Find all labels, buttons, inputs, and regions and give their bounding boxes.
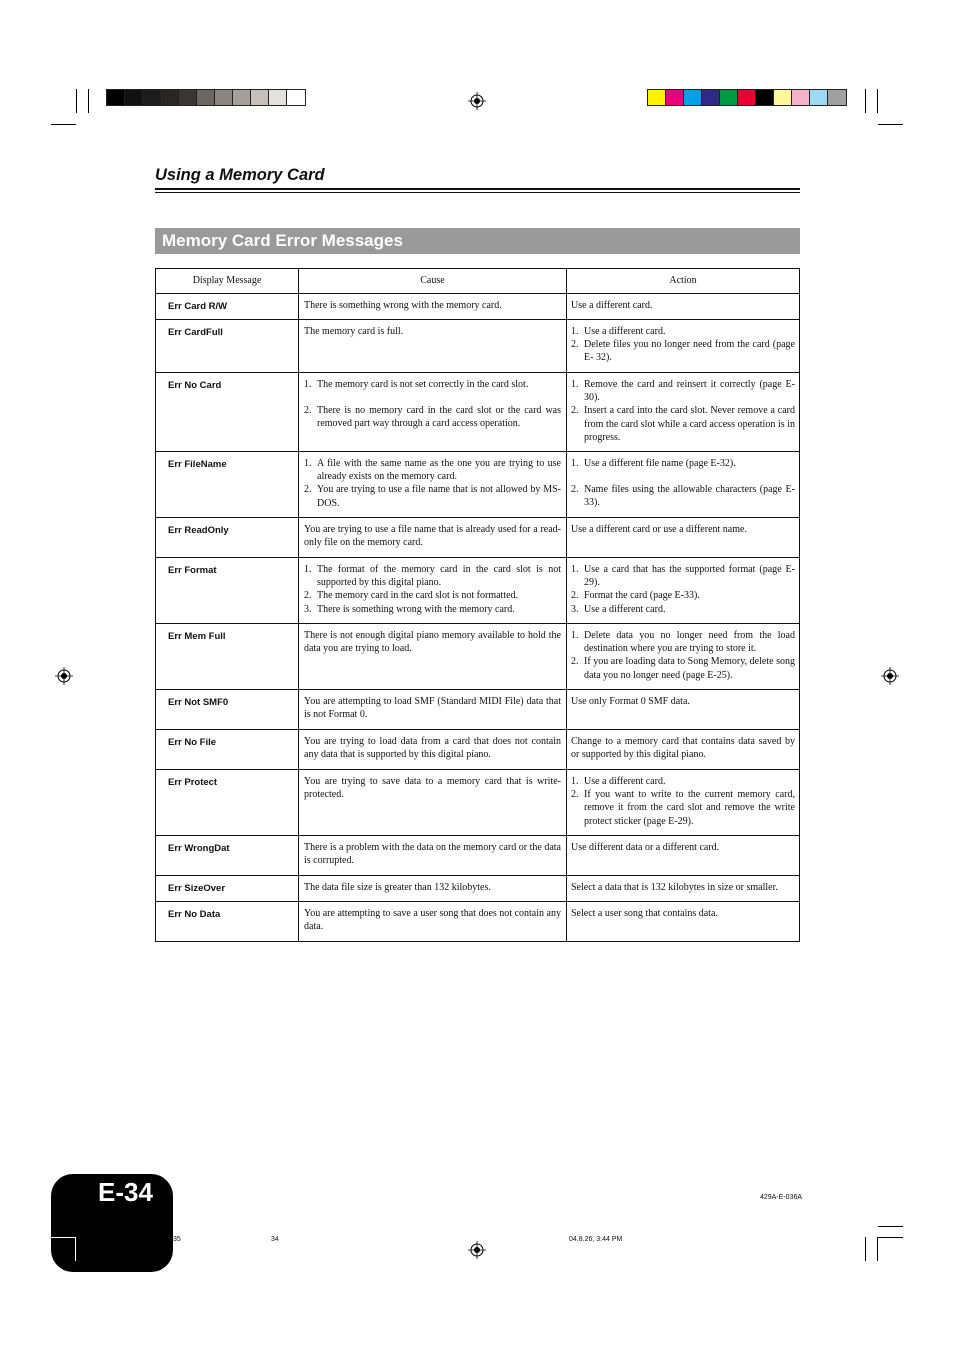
list-number: 1. xyxy=(571,326,579,337)
list-number: 2. xyxy=(304,590,312,602)
color-swatch xyxy=(738,90,756,105)
list-item xyxy=(571,563,795,589)
page-number: E-34 xyxy=(98,1177,153,1207)
list-number: 2. xyxy=(571,339,579,351)
color-swatch xyxy=(179,90,197,105)
cause-text: You are trying to load data from a card that does not contain any data that is supported by this digital piano. xyxy=(299,730,567,770)
cause-list xyxy=(299,558,567,624)
display-message: Err Protect xyxy=(156,770,299,836)
divider xyxy=(155,192,800,193)
list-item xyxy=(571,775,795,788)
display-message: Err Card R/W xyxy=(156,294,299,320)
list-item xyxy=(571,603,795,616)
column-header-cause: Cause xyxy=(299,269,567,294)
table-row xyxy=(156,770,800,836)
list-item-text: Name files using the allowable characters (page E-33). xyxy=(584,484,795,509)
table-row xyxy=(156,624,800,690)
cause-text: There is something wrong with the memory card. xyxy=(299,294,567,320)
color-swatch xyxy=(720,90,738,105)
list-item xyxy=(304,404,561,430)
table-row xyxy=(156,373,800,452)
action-text: Use different data or a different card. xyxy=(567,836,800,876)
list-number: 2. xyxy=(571,405,579,417)
list-item-text: Insert a card into the card slot. Never remove a card from the card slot while a card access operation is in progress. xyxy=(584,405,795,443)
print-slug-page: 34 xyxy=(271,1236,279,1243)
display-message: Err Not SMF0 xyxy=(156,690,299,730)
cause-text: You are trying to use a file name that is already used for a read-only file on the memory card. xyxy=(299,518,567,558)
list-item xyxy=(571,655,795,681)
list-item xyxy=(571,338,795,364)
list-item xyxy=(571,404,795,444)
list-item xyxy=(571,457,795,470)
crop-mark xyxy=(878,1226,903,1227)
color-registration-bar xyxy=(647,89,847,106)
list-item-text: Use a card that has the supported format (page E-29). xyxy=(584,564,795,589)
crop-mark xyxy=(88,89,89,113)
cause-list xyxy=(299,373,567,452)
display-message: Err ReadOnly xyxy=(156,518,299,558)
crop-mark xyxy=(51,1237,76,1238)
list-number: 2. xyxy=(571,656,579,668)
display-message: Err WrongDat xyxy=(156,836,299,876)
column-header-message: Display Message xyxy=(156,269,299,294)
color-swatch xyxy=(756,90,774,105)
color-swatch xyxy=(792,90,810,105)
display-message: Err Format xyxy=(156,558,299,624)
list-item xyxy=(571,325,795,338)
action-text: Select a user song that contains data. xyxy=(567,902,800,942)
list-number: 1. xyxy=(571,776,579,787)
error-messages-table xyxy=(155,268,800,942)
action-list xyxy=(567,320,800,373)
table-row xyxy=(156,558,800,624)
table-row xyxy=(156,294,800,320)
list-item xyxy=(571,788,795,828)
list-item xyxy=(304,603,561,616)
list-item-text: Delete files you no longer need from the card (page E- 32). xyxy=(584,339,795,364)
list-item-text: If you want to write to the current memory card, remove it from the card slot and remove the write protect sticker (page E-29). xyxy=(584,789,795,827)
table-row xyxy=(156,452,800,518)
list-item-text: You are trying to use a file name that is not allowed by MS-DOS. xyxy=(317,484,561,509)
list-item xyxy=(304,563,561,589)
document-code: 429A-E-036A xyxy=(760,1194,803,1201)
page-number-tab xyxy=(51,1174,173,1272)
list-item-text: There is no memory card in the card slot or the card was removed part way through a card access operation. xyxy=(317,405,561,430)
list-item xyxy=(304,483,561,509)
cause-text: There is a problem with the data on the memory card or the data is corrupted. xyxy=(299,836,567,876)
registration-mark-icon xyxy=(881,667,899,685)
list-number: 1. xyxy=(571,379,579,390)
list-number: 1. xyxy=(304,379,312,390)
list-number: 2. xyxy=(571,789,579,801)
column-header-action: Action xyxy=(567,269,800,294)
list-item-text: Use a different card. xyxy=(584,603,666,615)
list-number: 1. xyxy=(571,458,579,469)
display-message: Err FileName xyxy=(156,452,299,518)
action-list xyxy=(567,770,800,836)
list-number: 2. xyxy=(304,405,312,417)
color-swatch xyxy=(161,90,179,105)
table-header-row xyxy=(156,269,800,294)
list-item xyxy=(571,378,795,404)
list-number: 3. xyxy=(571,603,579,615)
action-text: Use a different card or use a different name. xyxy=(567,518,800,558)
list-number: 1. xyxy=(571,630,579,641)
list-item xyxy=(571,483,795,509)
list-number: 1. xyxy=(304,564,312,575)
color-swatch xyxy=(774,90,792,105)
list-item-text: Use a different card. xyxy=(584,326,666,337)
crop-mark xyxy=(865,1237,866,1261)
action-list xyxy=(567,558,800,624)
list-item-text: The memory card is not set correctly in the card slot. xyxy=(317,379,529,390)
list-item-text: There is something wrong with the memory card. xyxy=(317,603,515,615)
crop-mark xyxy=(51,124,76,125)
list-item-text: Use a different card. xyxy=(584,776,666,787)
color-swatch xyxy=(233,90,251,105)
list-item-text: If you are loading data to Song Memory, delete song data you no longer need (page E-25). xyxy=(584,656,795,681)
list-item-text: The format of the memory card in the card slot is not supported by this digital piano. xyxy=(317,564,561,589)
registration-mark-icon xyxy=(55,667,73,685)
list-number: 2. xyxy=(571,484,579,496)
display-message: Err SizeOver xyxy=(156,876,299,902)
crop-mark xyxy=(877,1237,878,1261)
grayscale-registration-bar xyxy=(106,89,306,106)
table-row xyxy=(156,836,800,876)
color-swatch xyxy=(143,90,161,105)
action-text: Select a data that is 132 kilobytes in size or smaller. xyxy=(567,876,800,902)
color-swatch xyxy=(828,90,846,105)
list-item-text: Delete data you no longer need from the load destination where you are trying to store it. xyxy=(584,630,795,655)
display-message: Err No File xyxy=(156,730,299,770)
list-item xyxy=(571,629,795,655)
list-number: 2. xyxy=(571,590,579,602)
crop-mark xyxy=(877,89,878,113)
print-slug-date: 04.8.26, 3:44 PM xyxy=(569,1236,623,1243)
cause-text: The data file size is greater than 132 kilobytes. xyxy=(299,876,567,902)
crop-mark xyxy=(865,89,866,113)
table-row xyxy=(156,690,800,730)
action-list xyxy=(567,373,800,452)
action-text: Use only Format 0 SMF data. xyxy=(567,690,800,730)
registration-mark-icon xyxy=(468,92,486,110)
color-swatch xyxy=(215,90,233,105)
color-swatch xyxy=(648,90,666,105)
cause-text: There is not enough digital piano memory available to hold the data you are trying to load. xyxy=(299,624,567,690)
list-item xyxy=(304,589,561,602)
display-message: Err No Data xyxy=(156,902,299,942)
list-item-text: A file with the same name as the one you are trying to use already exists on the memory card. xyxy=(317,458,561,483)
print-slug-sheet: 35 xyxy=(173,1236,181,1243)
cause-text: You are attempting to load SMF (Standard MIDI File) data that is not Format 0. xyxy=(299,690,567,730)
display-message: Err CardFull xyxy=(156,320,299,373)
action-list xyxy=(567,624,800,690)
color-swatch xyxy=(666,90,684,105)
list-item-text: Remove the card and reinsert it correctly (page E-30). xyxy=(584,379,795,404)
list-number: 1. xyxy=(571,564,579,575)
color-swatch xyxy=(107,90,125,105)
cause-text: The memory card is full. xyxy=(299,320,567,373)
list-item xyxy=(304,457,561,483)
crop-mark xyxy=(878,124,903,125)
list-item-text: Use a different file name (page E-32). xyxy=(584,458,736,469)
list-item-text: The memory card in the card slot is not formatted. xyxy=(317,590,519,602)
action-text: Change to a memory card that contains data saved by or supported by this digital piano. xyxy=(567,730,800,770)
display-message: Err Mem Full xyxy=(156,624,299,690)
list-item-text: Format the card (page E-33). xyxy=(584,590,700,602)
page-heading: Memory Card Error Messages xyxy=(162,231,403,250)
table-row xyxy=(156,518,800,558)
table-row xyxy=(156,320,800,373)
color-swatch xyxy=(251,90,269,105)
list-number: 3. xyxy=(304,603,312,615)
color-swatch xyxy=(702,90,720,105)
divider xyxy=(155,188,800,190)
table-row xyxy=(156,902,800,942)
section-title: Using a Memory Card xyxy=(155,166,325,184)
table-row xyxy=(156,876,800,902)
cause-text: You are attempting to save a user song that does not contain any data. xyxy=(299,902,567,942)
action-text: Use a different card. xyxy=(567,294,800,320)
registration-mark-icon xyxy=(468,1241,486,1259)
cause-text: You are trying to save data to a memory card that is write-protected. xyxy=(299,770,567,836)
cause-list xyxy=(299,452,567,518)
color-swatch xyxy=(810,90,828,105)
action-list xyxy=(567,452,800,518)
list-number: 2. xyxy=(304,484,312,496)
color-swatch xyxy=(125,90,143,105)
color-swatch xyxy=(269,90,287,105)
crop-mark xyxy=(75,1237,76,1261)
color-swatch xyxy=(197,90,215,105)
list-number: 1. xyxy=(304,458,312,469)
crop-mark xyxy=(878,1237,903,1238)
list-item xyxy=(571,589,795,602)
color-swatch xyxy=(287,90,305,105)
list-item xyxy=(304,378,561,391)
table-row xyxy=(156,730,800,770)
crop-mark xyxy=(76,89,77,113)
display-message: Err No Card xyxy=(156,373,299,452)
heading-banner xyxy=(155,228,800,254)
color-swatch xyxy=(684,90,702,105)
